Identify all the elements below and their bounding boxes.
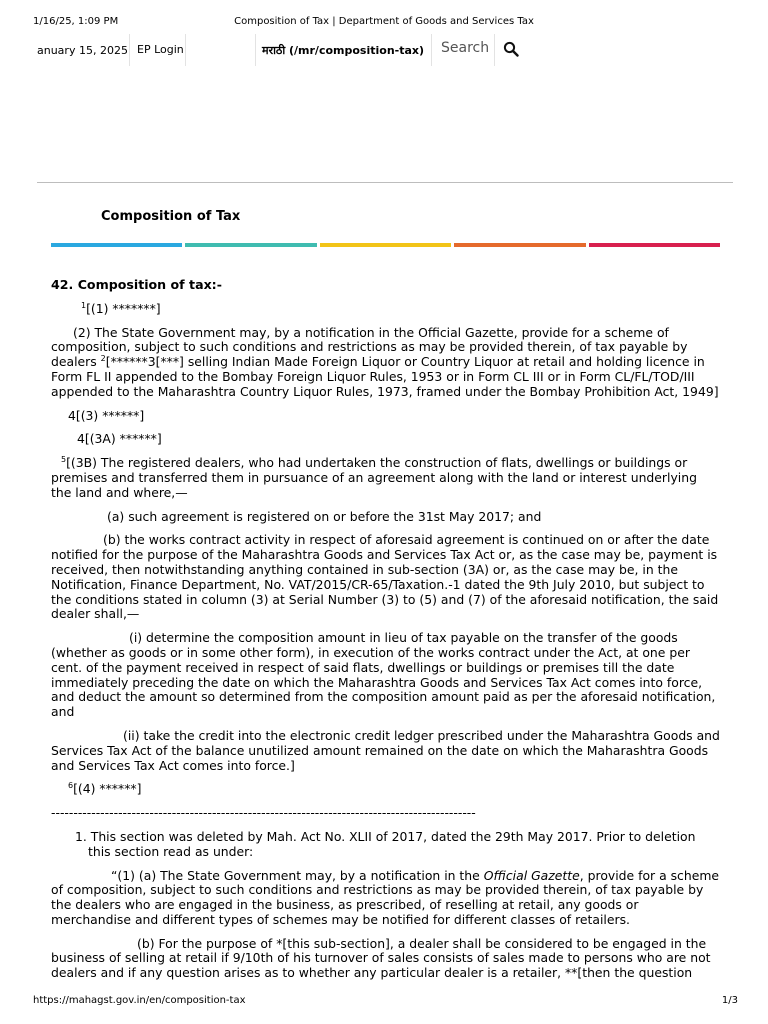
clause-3b-a: (a) such agreement is registered on or before the 31st May 2017; and [107, 508, 542, 524]
clause-text: [******3[***] selling Indian Made Foreign Liquor or Country Liquor at retail and holding licence in Form FL II appended to the Bombay Foreign Liquor Rules, 1953 or in Form CL III or in Form CL/FL/TOD/III appended to the Maharashtra Country Liquor Rules, 1973, framed under the Bombay Prohibition Act, 1949] [51, 354, 719, 399]
footnote-ref: 2 [100, 354, 106, 364]
language-link-marathi[interactable]: मराठी (/mr/composition-tax) [262, 44, 425, 57]
footnote-ref: 1 [81, 300, 87, 310]
footnote-ref: 6 [68, 781, 74, 791]
top-bar [0, 34, 768, 66]
quote-text: , provide for a scheme of composition, subject to such conditions and restrictions as may be provided therein, of tax payable by the dealers who are engaged in the business, as prescribed, of reselling at retail, any goods or merchandise and different types of schemes may be notified for different classes of retailers. [51, 867, 720, 927]
section-heading: 42. Composition of tax:- [51, 277, 222, 292]
divider [494, 34, 495, 66]
clause-text: [(3B) The registered dealers, who had undertaken the construction of flats, dwellings or buildings or premises and transferred them in pursuance of an agreement along with the land or interest underlying the land and where,— [51, 455, 697, 500]
clause-4 [51, 782, 720, 797]
color-bar [51, 243, 720, 247]
clause-text: [(4) ******] [73, 781, 142, 797]
clause-3: 4[(3) ******] [68, 407, 145, 423]
footnote-quote-2: (b) For the purpose of *[this sub-section], a dealer shall be considered to be engaged in the business of selling at retail if 9/10th of his turnover of sales consists of sales made to persons who are not dealers and if any question arises as to whether any particular dealer is a retailer, **[then the question [51, 935, 711, 981]
footnote-ref: 5 [61, 455, 67, 465]
print-timestamp: 1/16/25, 1:09 PM [33, 16, 119, 27]
ep-login-link[interactable]: EP Login [137, 43, 184, 56]
color-bar-segment [454, 243, 585, 247]
color-bar-segment [320, 243, 451, 247]
clause-3a: 4[(3A) ******] [77, 431, 162, 447]
clause-3b [51, 456, 720, 500]
header-rule [37, 182, 733, 183]
quote-text: “(1) (a) The State Government may, by a notification in the [111, 867, 484, 883]
footnote-divider: ----------------------------------------------------------------------------------------------- [51, 806, 476, 821]
footnote-1: 1. This section was deleted by Mah. Act No. XLII of 2017, dated the 29th May 2017. Prior to deletion this section read as under: [75, 828, 696, 859]
divider [255, 34, 256, 66]
current-date: anuary 15, 2025 [37, 44, 128, 57]
clause-text: [(1) *******] [86, 300, 161, 316]
color-bar-segment [589, 243, 720, 247]
clause-2 [51, 326, 720, 400]
clause-3b-ii: (ii) take the credit into the electronic credit ledger prescribed under the Maharashtra Goods and Services Tax Act of the balance unutilized amount remained on the date on which the Maharashtra Goods and Services Tax Act comes into force.] [51, 727, 720, 773]
search-icon[interactable] [503, 41, 519, 57]
print-page-title: Composition of Tax | Department of Goods and Services Tax [234, 16, 534, 27]
clause-3b-i: (i) determine the composition amount in lieu of tax payable on the transfer of the goods (whether as goods or in some other form), in execution of the works contract under the Act, at one per cent. of the payment received in respect of said flats, dwellings or buildings or premises till the date immediately preceding the date on which the Maharashtra Goods and Services Tax Act comes into force, and deduct the amount so determined from the composition amount paid as per the aforesaid notification, and [51, 630, 716, 720]
color-bar-segment [51, 243, 182, 247]
print-page-number: 1/3 [721, 995, 738, 1006]
search-input[interactable]: Search [441, 40, 490, 56]
print-url: https://mahagst.gov.in/en/composition-tax [33, 995, 246, 1006]
quote-italic: Official Gazette [483, 867, 580, 883]
divider [431, 34, 432, 66]
clause-3b-b: (b) the works contract activity in respect of aforesaid agreement is continued on or after the date notified for the purpose of the Maharashtra Goods and Services Tax Act or, as the case may be, payment is received, then notwithstanding anything contained in sub-section (3A) or, as the case may be, in the Notification, Finance Department, No. VAT/2015/CR-65/Taxation.-1 dated the 9th July 2010, but subject to the conditions stated in column (3) at Serial Number (3) to (5) and (7) of the aforesaid notification, the said dealer shall,— [51, 532, 719, 622]
footnote-quote-1 [51, 869, 720, 928]
clause-1 [51, 302, 720, 317]
clause-text: (2) The State Government may, by a notification in the Official Gazette, provide for a scheme of composition, subject to such conditions and restrictions as may be provided therein, of tax payable by dealers [51, 324, 688, 370]
divider [129, 34, 130, 66]
divider [185, 34, 186, 66]
section-content [51, 278, 720, 990]
page-title: Composition of Tax [101, 209, 241, 224]
color-bar-segment [185, 243, 316, 247]
